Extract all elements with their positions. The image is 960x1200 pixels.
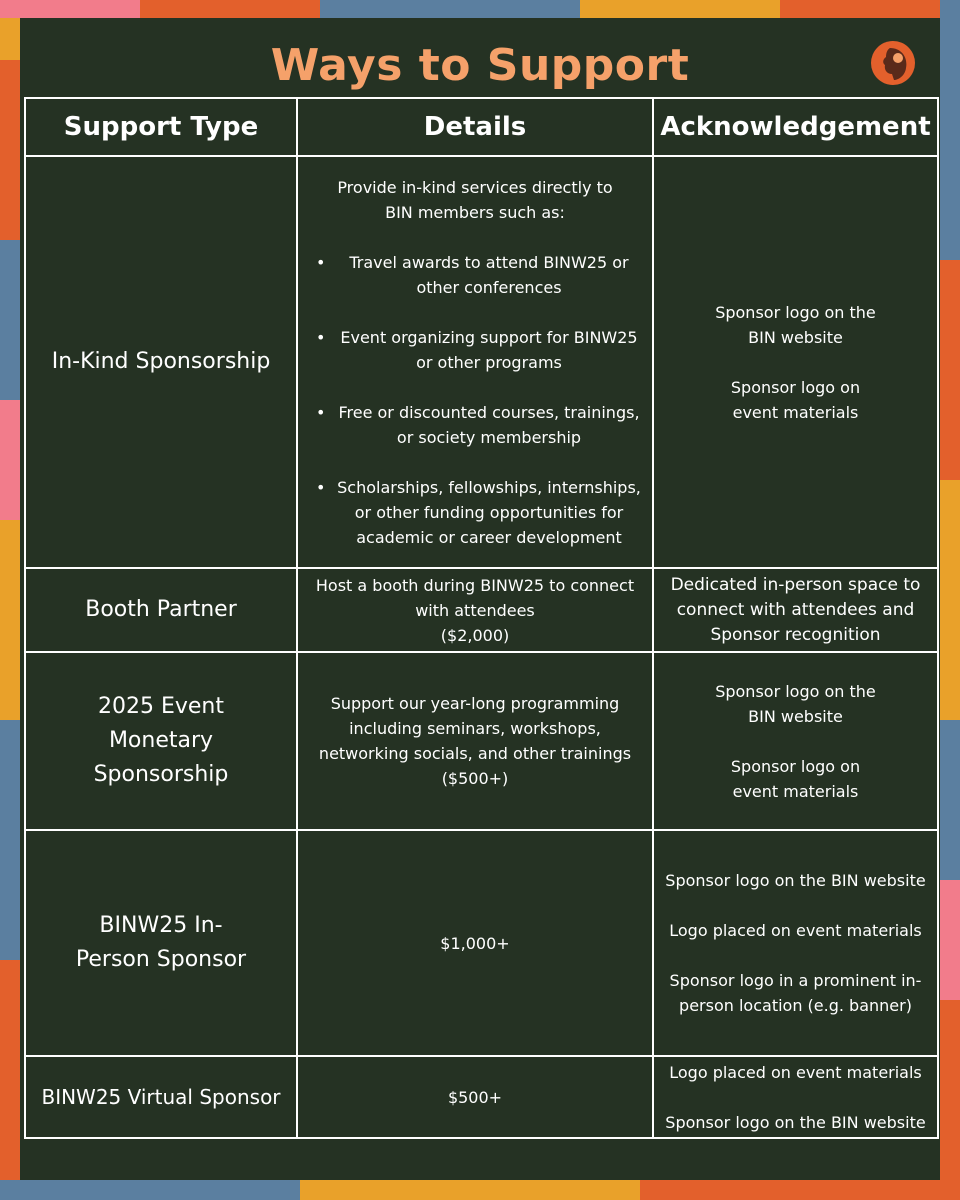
support-type-cell: In-Kind Sponsorship [25,156,297,568]
details-cell: $500+ [297,1056,653,1138]
details-intro: Provide in-kind services directly to BIN members such as: [337,177,613,222]
list-item: • Event organizing support for BINW25 or other programs [312,325,642,375]
support-type-cell: BINW25 In-Person Sponsor [25,830,297,1056]
black-in-neuro-logo-icon [868,38,918,88]
frame-shape-bottom3 [640,1180,960,1200]
details-cell: $1,000+ [297,830,653,1056]
details-cell [297,156,653,568]
table-row-monetary [25,652,938,830]
frame-shape-top2 [320,0,580,18]
frame-shape-left1 [0,60,20,240]
acknowledgement-cell [653,652,938,830]
ack-line: Sponsor logo on event materials [730,756,861,801]
frame-shape-right3 [940,480,960,720]
ack-line: Logo placed on event materials [669,921,922,940]
table-header-row [25,98,938,156]
list-item: • Travel awards to attend BINW25 or other conferences [312,250,642,300]
page-title: Ways to Support [270,40,690,91]
table-row-in-kind [25,156,938,568]
ack-line: Sponsor logo on the BIN website [715,302,876,347]
ack-line: Dedicated in-person space to connect with attendees and Sponsor recognition [670,574,921,645]
frame-shape-right6 [940,1000,960,1200]
list-item: • Scholarships, fellowships, internships, or other funding opportunities for academic or career development [312,475,642,550]
support-table [24,97,939,1139]
ack-line: Sponsor logo on the BIN website [665,1112,926,1132]
details-text: Host a booth during BINW25 to connect with attendees [315,575,635,620]
frame-shape-top [140,0,320,18]
details-cell [297,568,653,652]
ack-line: Sponsor logo on the BIN website [665,871,926,890]
ack-line: Sponsor logo on the BIN website [715,681,876,726]
frame-shape-right1 [940,0,960,260]
acknowledgement-cell [653,156,938,568]
frame-shape-left4 [0,520,20,720]
frame-shape-right5 [940,880,960,1000]
frame-shape-top4 [780,0,960,18]
acknowledgement-cell [653,1056,938,1138]
frame-shape-bottom1 [0,1180,300,1200]
list-item: • Free or discounted courses, trainings, or society membership [312,400,642,450]
details-price: ($2,000) [440,625,510,645]
support-type-cell: Booth Partner [25,568,297,652]
ack-line: Logo placed on event materials [669,1062,922,1082]
support-type-cell: 2025 Event Monetary Sponsorship [25,652,297,830]
frame-shape-right2 [940,260,960,480]
frame-shape-left5 [0,720,20,960]
column-header-acknowledgement: Acknowledgement [653,98,938,156]
frame-shape-top3 [580,0,780,18]
frame-shape-right4 [940,720,960,880]
frame-shape-left2 [0,240,20,400]
column-header-details: Details [297,98,653,156]
frame-shape-left3 [0,400,20,520]
table-row-booth [25,568,938,652]
table-row-in-person [25,830,938,1056]
support-type-cell: BINW25 Virtual Sponsor [25,1056,297,1138]
column-header-support-type: Support Type [25,98,297,156]
details-list [302,250,648,550]
details-cell: Support our year-long programming including seminars, workshops, networking socials, and other trainings ($500+) [297,652,653,830]
ack-line: Sponsor logo on event materials [730,377,861,422]
table-row-virtual [25,1056,938,1138]
frame-shape-topleft [0,0,140,18]
frame-shape-left6 [0,960,20,1200]
content-panel [20,18,940,1180]
acknowledgement-cell [653,568,938,652]
ack-line: Sponsor logo in a prominent in-person location (e.g. banner) [669,971,922,1015]
frame-shape-bottom2 [300,1180,640,1200]
acknowledgement-cell [653,830,938,1056]
